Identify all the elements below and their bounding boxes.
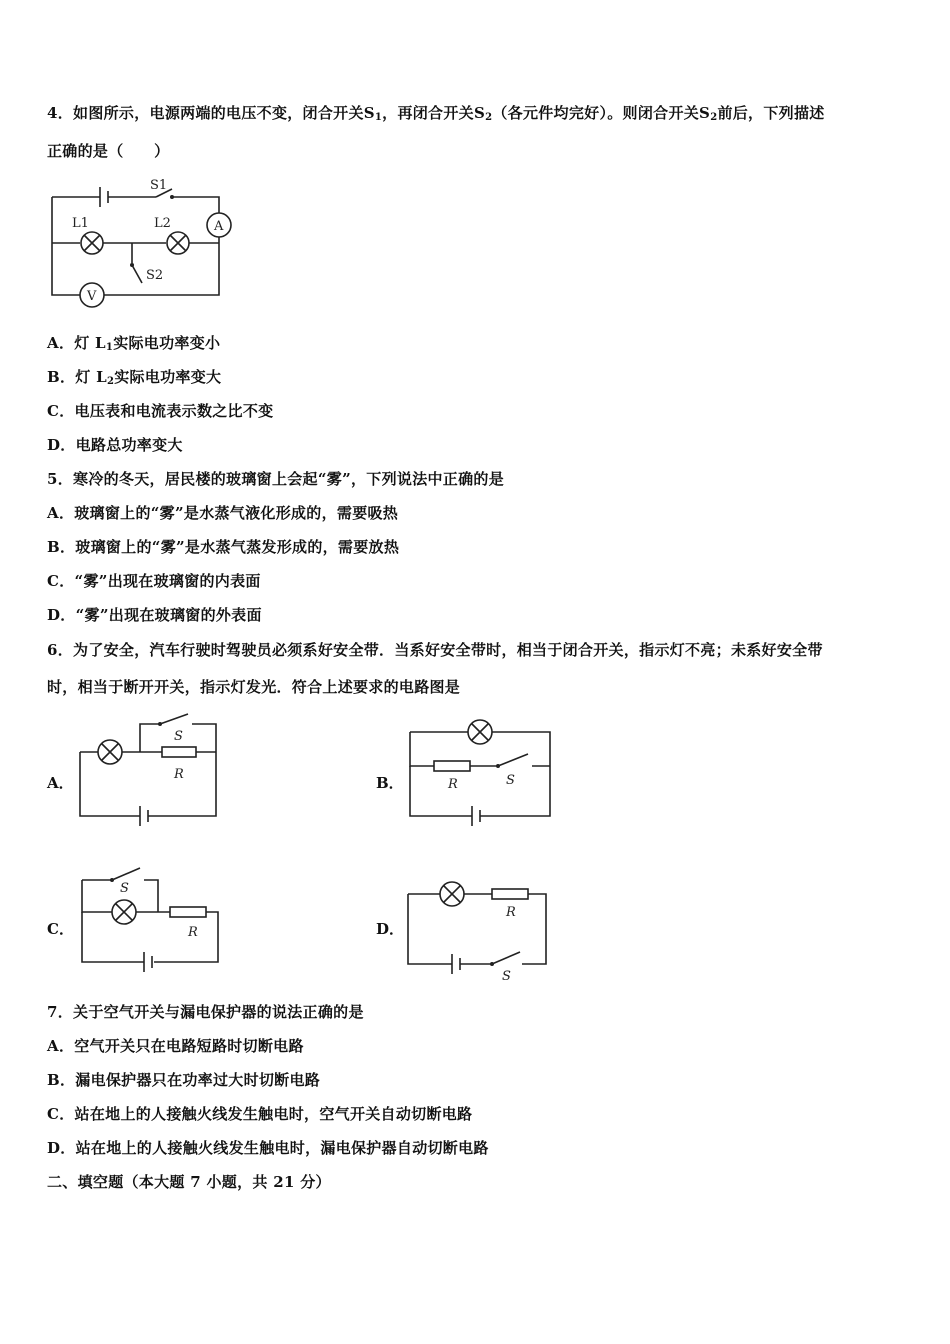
q6-circuit-a[interactable]: [76, 710, 226, 835]
q6-stem-line1: 6．为了安全，汽车行驶时驾驶员必须系好安全带．当系好安全带时，相当于闭合开关，指示灯不亮；未系好安全带: [47, 641, 823, 659]
switch-label: S: [174, 729, 183, 744]
section-2-title: 二、填空题（本大题 7 小题，共 21 分）: [47, 1173, 331, 1191]
resistor-label: R: [174, 767, 184, 782]
switch-blade: [112, 868, 140, 880]
q5-option-d[interactable]: D．“雾”出现在玻璃窗的外表面: [47, 606, 262, 624]
resistor-symbol: [170, 907, 206, 917]
q4-stem-line2: 正确的是（ ）: [47, 142, 170, 160]
resistor-symbol: [162, 747, 196, 757]
resistor-label: R: [506, 905, 516, 920]
ammeter-label: A: [214, 219, 224, 234]
q7-option-b[interactable]: B．漏电保护器只在功率过大时切断电路: [47, 1071, 321, 1089]
q6-option-b-label[interactable]: B．: [376, 774, 404, 792]
l2-label: L2: [154, 216, 171, 231]
q6-stem-line2: 时，相当于断开开关，指示灯发光．符合上述要求的电路图是: [47, 678, 461, 696]
q4-option-b[interactable]: B．灯 $L_2$实际电功率变大: [47, 368, 222, 387]
q4-option-d[interactable]: D．电路总功率变大: [47, 436, 183, 454]
switch-blade: [492, 952, 520, 964]
q7-option-c[interactable]: C．站在地上的人接触火线发生触电时，空气开关自动切断电路: [47, 1105, 473, 1123]
q5-option-c[interactable]: C．“雾”出现在玻璃窗的内表面: [47, 572, 261, 590]
q6-circuit-b[interactable]: [406, 712, 556, 837]
q7-option-d[interactable]: D．站在地上的人接触火线发生触电时，漏电保护器自动切断电路: [47, 1139, 489, 1157]
s1-label: S1: [150, 178, 168, 193]
q4-circuit-figure: [44, 175, 244, 305]
q6-option-a-label[interactable]: A．: [47, 774, 74, 792]
q4-option-a[interactable]: A．灯 $L_1$实际电功率变小: [47, 334, 221, 353]
switch-label: S: [502, 969, 511, 984]
q6-option-d-label[interactable]: D．: [376, 920, 405, 938]
switch-label: S: [506, 773, 515, 788]
switch-label: S: [120, 881, 129, 896]
switch-blade: [160, 714, 188, 724]
q5-stem: 5．寒冷的冬天，居民楼的玻璃窗上会起“雾”，下列说法中正确的是: [47, 470, 504, 488]
s2-label: S2: [146, 268, 164, 283]
switch-blade: [498, 754, 528, 766]
q6-circuit-d[interactable]: [404, 876, 554, 986]
s2-switch-blade: [132, 265, 142, 283]
l1-label: L1: [72, 216, 89, 231]
q5-option-a[interactable]: A．玻璃窗上的“雾”是水蒸气液化形成的，需要吸热: [47, 504, 399, 522]
q7-stem: 7．关于空气开关与漏电保护器的说法正确的是: [47, 1003, 364, 1021]
resistor-label: R: [188, 925, 198, 940]
q6-circuit-c[interactable]: [78, 862, 228, 982]
q4-option-c[interactable]: C．电压表和电流表示数之比不变: [47, 402, 274, 420]
resistor-symbol: [434, 761, 470, 771]
q4-stem-line1: 4．如图所示，电源两端的电压不变，闭合开关$S_1$，再闭合开关$S_2$（各元件均完好）。则闭合开关$S_2$前后，下列描述: [47, 104, 825, 123]
q6-option-c-label[interactable]: C．: [47, 920, 74, 938]
q7-option-a[interactable]: A．空气开关只在电路短路时切断电路: [47, 1037, 304, 1055]
q5-option-b[interactable]: B．玻璃窗上的“雾”是水蒸气蒸发形成的，需要放热: [47, 538, 400, 556]
resistor-label: R: [448, 777, 458, 792]
resistor-symbol: [492, 889, 528, 899]
voltmeter-label: V: [87, 289, 97, 304]
